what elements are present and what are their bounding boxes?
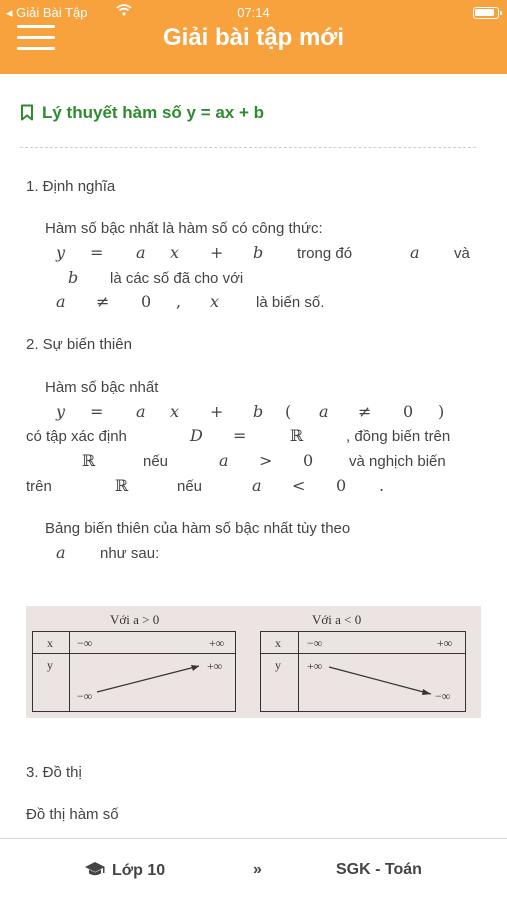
- left-variation-table: x −∞ +∞ y −∞ +∞: [32, 631, 236, 712]
- decreasing-arrow: [261, 632, 467, 713]
- app-header: [0, 0, 507, 74]
- status-time: 07:14: [237, 5, 270, 20]
- increasing-arrow: [33, 632, 237, 713]
- divider: [20, 147, 476, 148]
- right-variation-table: x −∞ +∞ y +∞ −∞: [260, 631, 466, 712]
- battery-icon: [473, 7, 499, 19]
- page-title: Giải bài tập mới: [162, 24, 345, 51]
- breadcrumb-separator: »: [253, 861, 262, 878]
- right-table-caption: Với a < 0: [312, 612, 362, 627]
- section-title: Lý thuyết hàm số y = ax + b: [42, 103, 265, 122]
- bookmark-icon[interactable]: [20, 104, 34, 126]
- bottom-nav: [0, 838, 507, 900]
- section-heading: [20, 103, 264, 126]
- s1-title: 1. Định nghĩa: [26, 178, 116, 195]
- status-bar: [0, 3, 507, 23]
- grade-label: Lớp 10: [112, 862, 166, 879]
- s1-paragraph: Hàm số bậc nhất là hàm số có công thức:: [45, 220, 323, 237]
- back-to-app-link[interactable]: ◂ Giải Bài Tập: [6, 5, 88, 20]
- s2-table-intro: Bảng biến thiên của hàm số bậc nhất tùy theo: [45, 520, 351, 537]
- s2-paragraph: Hàm số bậc nhất: [45, 379, 159, 396]
- s3-title: 3. Đồ thị: [26, 764, 82, 781]
- left-table-caption: Với a > 0: [110, 612, 160, 627]
- grade-selector[interactable]: [84, 861, 165, 882]
- variation-table-image: [26, 606, 481, 718]
- s2-title: 2. Sự biến thiên: [26, 336, 132, 353]
- s3-paragraph: Đồ thị hàm số: [26, 806, 119, 823]
- battery-fill: [475, 9, 494, 16]
- subject-selector[interactable]: SGK - Toán: [336, 861, 422, 878]
- graduation-cap-icon: [84, 861, 106, 882]
